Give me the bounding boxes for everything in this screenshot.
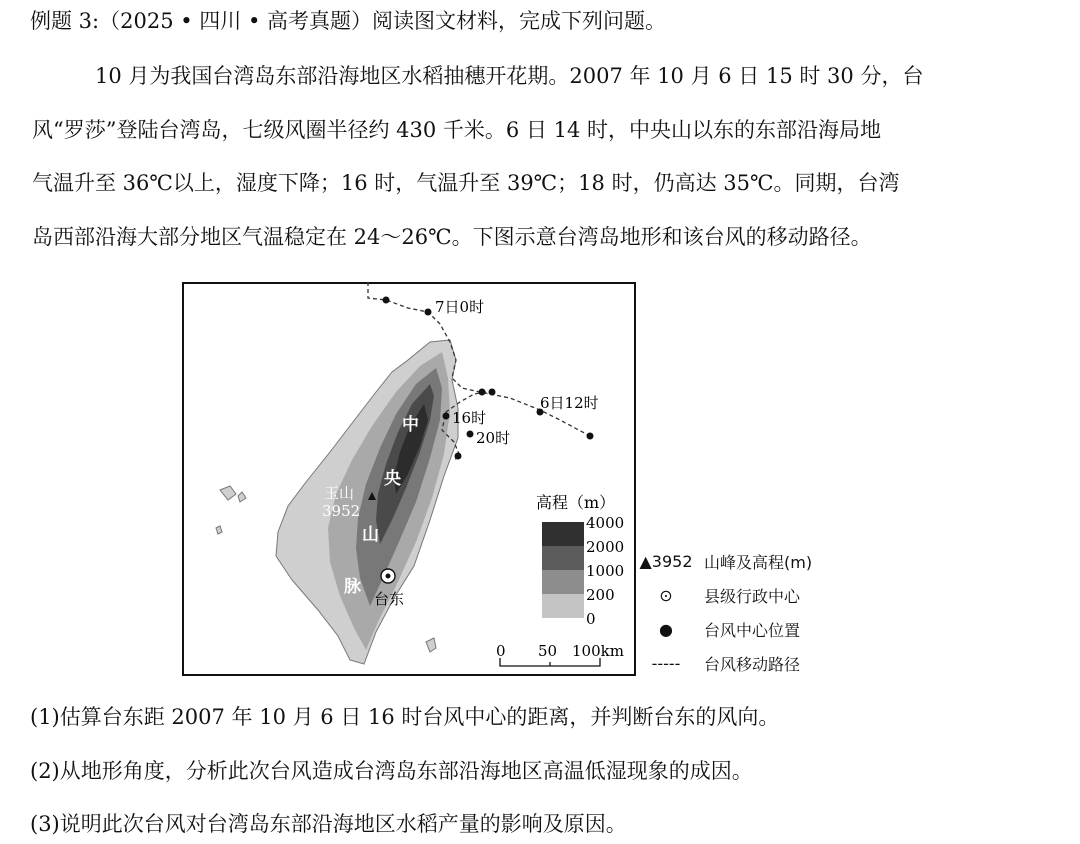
track-label-16h: 16时 — [452, 409, 487, 427]
elevation-legend-title: 高程（m） — [536, 493, 616, 512]
typhoon-center-end — [587, 433, 594, 440]
city-symbol-dot — [386, 574, 391, 579]
typhoon-center-16h — [443, 413, 450, 420]
range-char-2: 央 — [384, 469, 401, 489]
passage-line-1: 10 月为我国台湾岛东部沿海地区水稻抽穗开花期。2007 年 10 月 6 日 15 时 30 分，台 — [95, 64, 924, 88]
legend-peak-label: 山峰及高程(m) — [704, 552, 813, 572]
legend-row-center — [634, 616, 800, 642]
path-legend-icon: ----- — [651, 653, 681, 673]
passage-line-2: 风“罗莎”登陆台湾岛，七级风圈半径约 430 千米。6 日 14 时，中央山以东的东部沿海局地 — [32, 118, 882, 142]
map-legend — [634, 540, 874, 690]
question-1: (1)估算台东距 2007 年 10 月 6 日 16 时台风中心的距离，并判断台东的风向。 — [30, 705, 780, 729]
peak-name: 玉山 — [324, 484, 355, 502]
scale-label-100km: 100km — [572, 642, 624, 660]
elevation-tick-2000: 2000 — [586, 538, 625, 556]
exercise-title: 例题 3:（2025 • 四川 • 高考真题）阅读图文材料，完成下列问题。 — [30, 9, 667, 33]
question-3: (3)说明此次台风对台湾岛东部沿海地区水稻产量的影响及原因。 — [30, 812, 627, 836]
typhoon-center-a — [479, 389, 486, 396]
peak-legend-icon: ▲3952 — [639, 551, 693, 571]
question-2: (2)从地形角度，分析此次台风造成台湾岛东部沿海地区高温低湿现象的成因。 — [30, 759, 753, 783]
elevation-tick-4000: 4000 — [586, 514, 625, 532]
scale-label-0: 0 — [496, 642, 506, 660]
legend-row-peak — [634, 548, 812, 574]
track-label-6d12h: 6日12时 — [540, 394, 599, 412]
peak-height: 3952 — [322, 502, 361, 520]
typhoon-center-7d-b — [425, 309, 432, 316]
typhoon-center-b — [489, 389, 496, 396]
legend-city-label: 县级行政中心 — [704, 586, 801, 606]
elevation-tick-1000: 1000 — [586, 562, 625, 580]
range-char-3: 山 — [362, 525, 379, 545]
scale-label-50: 50 — [538, 642, 558, 660]
elevation-swatch-2000 — [542, 546, 584, 570]
track-label-20h: 20时 — [476, 429, 511, 447]
elevation-swatch-200 — [542, 594, 584, 618]
elevation-tick-0: 0 — [586, 610, 596, 628]
city-legend-icon: ⊙ — [659, 585, 673, 605]
typhoon-center-c — [455, 453, 462, 460]
center-legend-icon: ● — [659, 619, 673, 639]
elevation-tick-200: 200 — [586, 586, 615, 604]
legend-row-path — [634, 650, 800, 676]
passage-line-3: 气温升至 36℃以上，湿度下降；16 时，气温升至 39℃；18 时，仍高达 35℃。同期，台湾 — [32, 171, 900, 195]
track-label-7d0h: 7日0时 — [435, 298, 485, 316]
city-label: 台东 — [374, 590, 405, 608]
legend-center-label: 台风中心位置 — [704, 620, 801, 640]
taiwan-typhoon-map — [180, 280, 640, 680]
elevation-swatch-4000 — [542, 522, 584, 546]
elevation-swatch-1000 — [542, 570, 584, 594]
legend-row-city — [634, 582, 800, 608]
range-char-4: 脉 — [344, 577, 361, 597]
typhoon-center-7d0h — [383, 297, 390, 304]
legend-path-label: 台风移动路径 — [704, 654, 801, 674]
range-char-1: 中 — [402, 415, 419, 435]
passage-line-4: 岛西部沿海大部分地区气温稳定在 24～26℃。下图示意台湾岛地形和该台风的移动路径。 — [32, 225, 872, 249]
typhoon-center-20h — [467, 431, 474, 438]
